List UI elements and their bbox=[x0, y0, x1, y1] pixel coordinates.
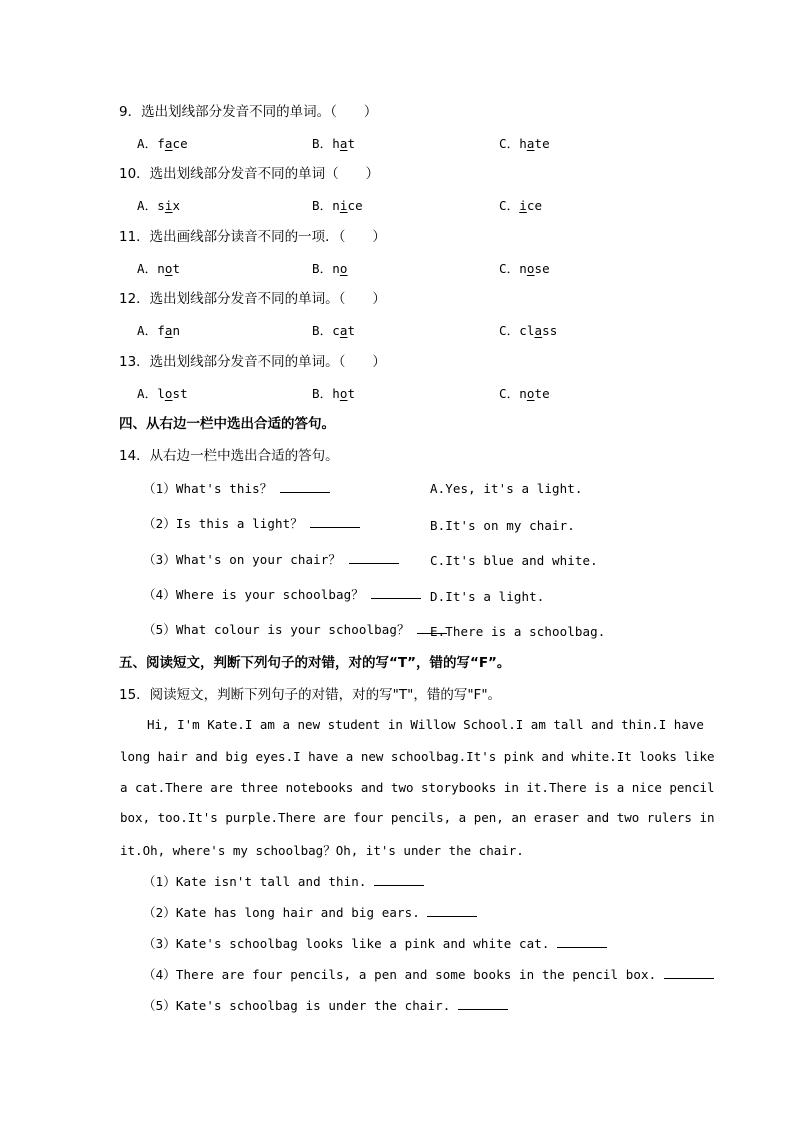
passage-line: a cat.There are three notebooks and two storybooks in it.There is a nice pencil bbox=[120, 780, 715, 795]
question-9-option-c[interactable]: C．hate bbox=[499, 136, 550, 151]
match-left-5: （5）What colour is your schoolbag？ bbox=[143, 621, 447, 639]
question-13-option-a[interactable]: A．lost bbox=[137, 386, 188, 401]
match-right-a: A.Yes, it's a light. bbox=[430, 481, 583, 496]
question-9-option-b[interactable]: B．hat bbox=[312, 136, 356, 151]
question-11-option-a[interactable]: A．not bbox=[137, 261, 181, 276]
answer-blank[interactable] bbox=[280, 480, 330, 493]
question-10-option-c[interactable]: C．ice bbox=[499, 198, 543, 213]
question-14-stem: 14．从右边一栏中选出合适的答句。 bbox=[119, 448, 339, 464]
answer-blank[interactable] bbox=[349, 551, 399, 564]
answer-blank[interactable] bbox=[374, 873, 424, 886]
question-12-option-b[interactable]: B．cat bbox=[312, 323, 356, 338]
match-left-1: （1）What's this？ bbox=[143, 480, 330, 498]
section-4-heading: 四、从右边一栏中选出合适的答句。 bbox=[119, 416, 335, 432]
match-right-e: E.There is a schoolbag. bbox=[430, 624, 606, 639]
answer-blank[interactable] bbox=[664, 966, 714, 979]
question-10-stem: 10．选出划线部分发音不同的单词（ ） bbox=[119, 166, 380, 182]
match-left-4: （4）Where is your schoolbag？ bbox=[143, 586, 421, 604]
answer-blank[interactable] bbox=[458, 997, 508, 1010]
statement-1: （1）Kate isn't tall and thin. bbox=[143, 873, 424, 891]
question-11-option-b[interactable]: B．no bbox=[312, 261, 348, 276]
passage-line: it.Oh, where's my schoolbag？Oh, it's under the chair. bbox=[120, 843, 524, 858]
match-right-c: C.It's blue and white. bbox=[430, 553, 598, 568]
question-12-stem: 12．选出划线部分发音不同的单词。（ ） bbox=[119, 291, 386, 307]
statement-3: （3）Kate's schoolbag looks like a pink and white cat. bbox=[143, 935, 607, 953]
question-11-option-c[interactable]: C．nose bbox=[499, 261, 550, 276]
match-left-2: （2）Is this a light？ bbox=[143, 515, 360, 533]
question-15-stem: 15．阅读短文，判断下列句子的对错，对的写"T"，错的写"F"。 bbox=[119, 687, 502, 703]
question-12-option-a[interactable]: A．fan bbox=[137, 323, 181, 338]
question-9-stem: 9．选出划线部分发音不同的单词。（ ） bbox=[119, 104, 378, 120]
question-11-stem: 11．选出画线部分读音不同的一项．（ ） bbox=[119, 229, 386, 245]
passage-line: long hair and big eyes.I have a new schoolbag.It's pink and white.It looks like bbox=[120, 749, 715, 764]
statement-4: （4）There are four pencils, a pen and some books in the pencil box. bbox=[143, 966, 714, 984]
answer-blank[interactable] bbox=[310, 515, 360, 528]
statement-2: （2）Kate has long hair and big ears. bbox=[143, 904, 477, 922]
match-right-b: B.It's on my chair. bbox=[430, 518, 575, 533]
match-left-3: （3）What's on your chair？ bbox=[143, 551, 399, 569]
question-9-option-a[interactable]: A．face bbox=[137, 136, 188, 151]
answer-blank[interactable] bbox=[557, 935, 607, 948]
statement-5: （5）Kate's schoolbag is under the chair. bbox=[143, 997, 508, 1015]
question-10-option-a[interactable]: A．six bbox=[137, 198, 181, 213]
question-13-option-b[interactable]: B．hot bbox=[312, 386, 356, 401]
answer-blank[interactable] bbox=[427, 904, 477, 917]
passage-line: Hi, I'm Kate.I am a new student in Willow School.I am tall and thin.I have bbox=[147, 717, 704, 732]
question-10-option-b[interactable]: B．nice bbox=[312, 198, 363, 213]
section-5-heading: 五、阅读短文，判断下列句子的对错，对的写“T”，错的写“F”。 bbox=[119, 655, 511, 671]
question-13-stem: 13．选出划线部分发音不同的单词。（ ） bbox=[119, 354, 386, 370]
answer-blank[interactable] bbox=[371, 586, 421, 599]
passage-line: box, too.It's purple.There are four pencils, a pen, an eraser and two rulers in bbox=[120, 810, 715, 825]
question-12-option-c[interactable]: C．class bbox=[499, 323, 558, 338]
question-13-option-c[interactable]: C．note bbox=[499, 386, 550, 401]
match-right-d: D.It's a light. bbox=[430, 589, 545, 604]
